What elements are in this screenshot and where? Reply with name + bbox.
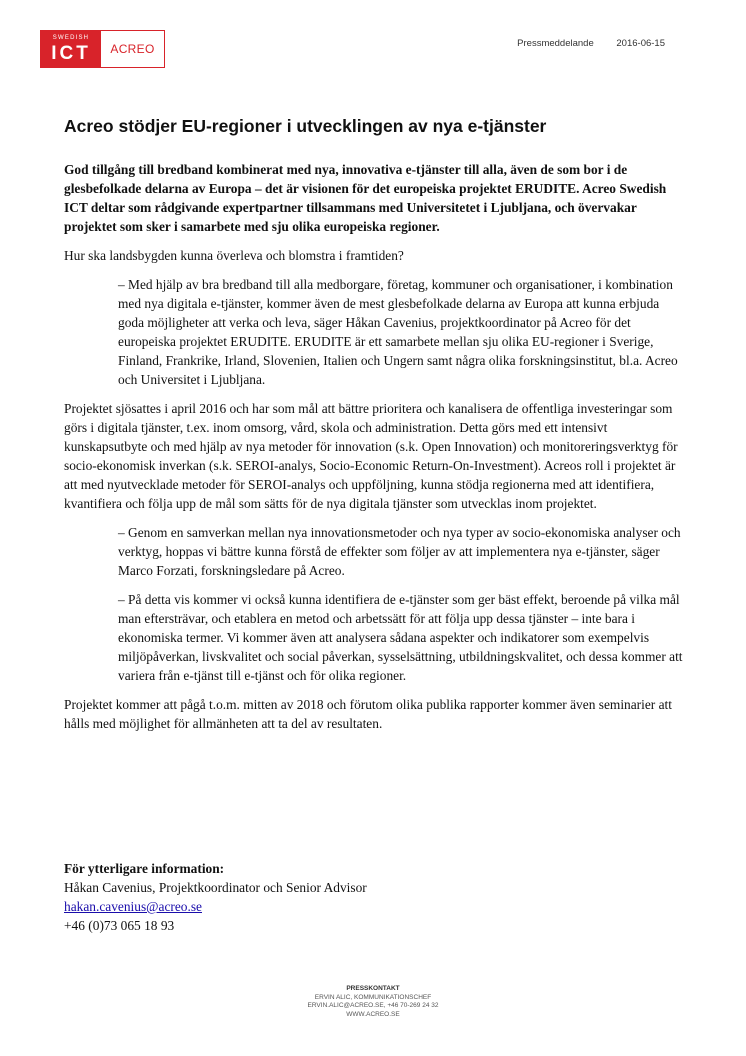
contact-name: Håkan Cavenius, Projektkoordinator och Senior Advisor [64,880,367,895]
document-meta [517,38,665,49]
lead-paragraph: God tillgång till bredband kombinerat med nya, innovativa e-tjänster till alla, även de som bor i de glesbefolkade delarna av Europa – det är visionen för det europeiska projektet ERUDITE. Acreo Swedish ICT deltar som rådgivande expertpartner tillsammans med Universitetet i Ljubljana, och övervakar projektet som sker i samarbete med sju olika europeiska regioner. [64,162,667,234]
quote-1: – Med hjälp av bra bredband till alla medborgare, företag, kommuner och organisationer, i kombination med nya digitala e-tjänster, kommer även de mest glesbefolkade delarna av Europa att kunna erbjuda goda möjligheter att verka och leva, säger Håkan Cavenius, projektkoordinator på Acreo för det europeiska projektet ERUDITE. ERUDITE är ett samarbete mellan sju olika EU-regioner i Sverige, Finland, Frankrike, Irland, Slovenien, Italien och Ungern samt några olika forskningsinstitut, bl.a. Acreo och Universitet i Ljubljana. [118,277,678,387]
contact-block [64,859,367,935]
quote-3: – På detta vis kommer vi också kunna identifiera de e-tjänster som ger bäst effekt, beroende på vilka mål man eftersträvar, och etablera en metod och arbetssätt för att följa upp dessa tjänster – inte bara i ekonomiska termer. Vi kommer även att analysera sådana aspekter och indikatorer som exempelvis miljöpåverkan, livskvalitet och social påverkan, sysselsättning, utbildningskvalitet, och dessa kommer att variera från e-tjänst till e-tjänst och för olika regioner. [118,592,683,683]
paragraph-1: Hur ska landsbygden kunna överleva och blomstra i framtiden? [64,248,404,263]
doc-date: 2016-06-15 [616,38,665,49]
logo-name: ACREO [110,42,155,56]
paragraph-2: Projektet sjösattes i april 2016 och har som mål att bättre prioritera och kanalisera de offentliga investeringar som görs i digitala tjänster, t.ex. inom omsorg, vård, skola och administration. Detta görs med ett intensivt kunskapsutbyte och med hjälp av nya metoder för innovation (s.k. Open Innovation) och monitoreringsverktyg för socio-ekonomisk inverkan (s.k. SEROI-analys, Socio-Economic Return-On-Investment). Acreos roll i projektet är att med nyutvecklade metoder för SEROI-analys och uppföljning, kunna stödja regionerna med att identifiera, kvantifiera och följa upp de mål som sätts för de nya digitala tjänster som utvecklas inom projektet. [64,401,678,511]
footer-line-1: ERVIN ALIC, KOMMUNIKATIONSCHEF [314,993,432,1001]
logo-mark [41,31,101,67]
contact-phone: +46 (0)73 065 18 93 [64,918,175,933]
page-title: Acreo stödjer EU-regioner i utvecklingen av nya e-tjänster [64,116,547,136]
quote-2: – Genom en samverkan mellan nya innovationsmetoder och nya typer av socio-ekonomiska analyser och verktyg, hoppas vi bättre kunna förstå de effekter som följer av att implementera nya e-tjänster, säger Marco Forzati, forskningsledare på Acreo. [118,525,681,578]
contact-title: För ytterligare information: [64,861,225,876]
logo-ict-text: ICT [51,43,91,64]
footer-line-2: ERVIN.ALIC@ACREO.SE, +46 70-269 24 32 [307,1002,439,1009]
doc-type: Pressmeddelande [517,38,594,49]
article-body [64,160,684,743]
press-contact-footer [0,985,746,1019]
logo-top-text: SWEDISH [52,35,90,41]
footer-title: PRESSKONTAKT [346,985,400,992]
footer-line-3: WWW.ACREO.SE [346,1010,400,1018]
contact-email-link[interactable]: hakan.cavenius@acreo.se [64,899,202,914]
company-logo [40,30,165,68]
paragraph-3: Projektet kommer att pågå t.o.m. mitten av 2018 och förutom olika publika rapporter kommer även seminarier att hålls med möjlighet för allmänheten att ta del av resultaten. [64,697,672,731]
